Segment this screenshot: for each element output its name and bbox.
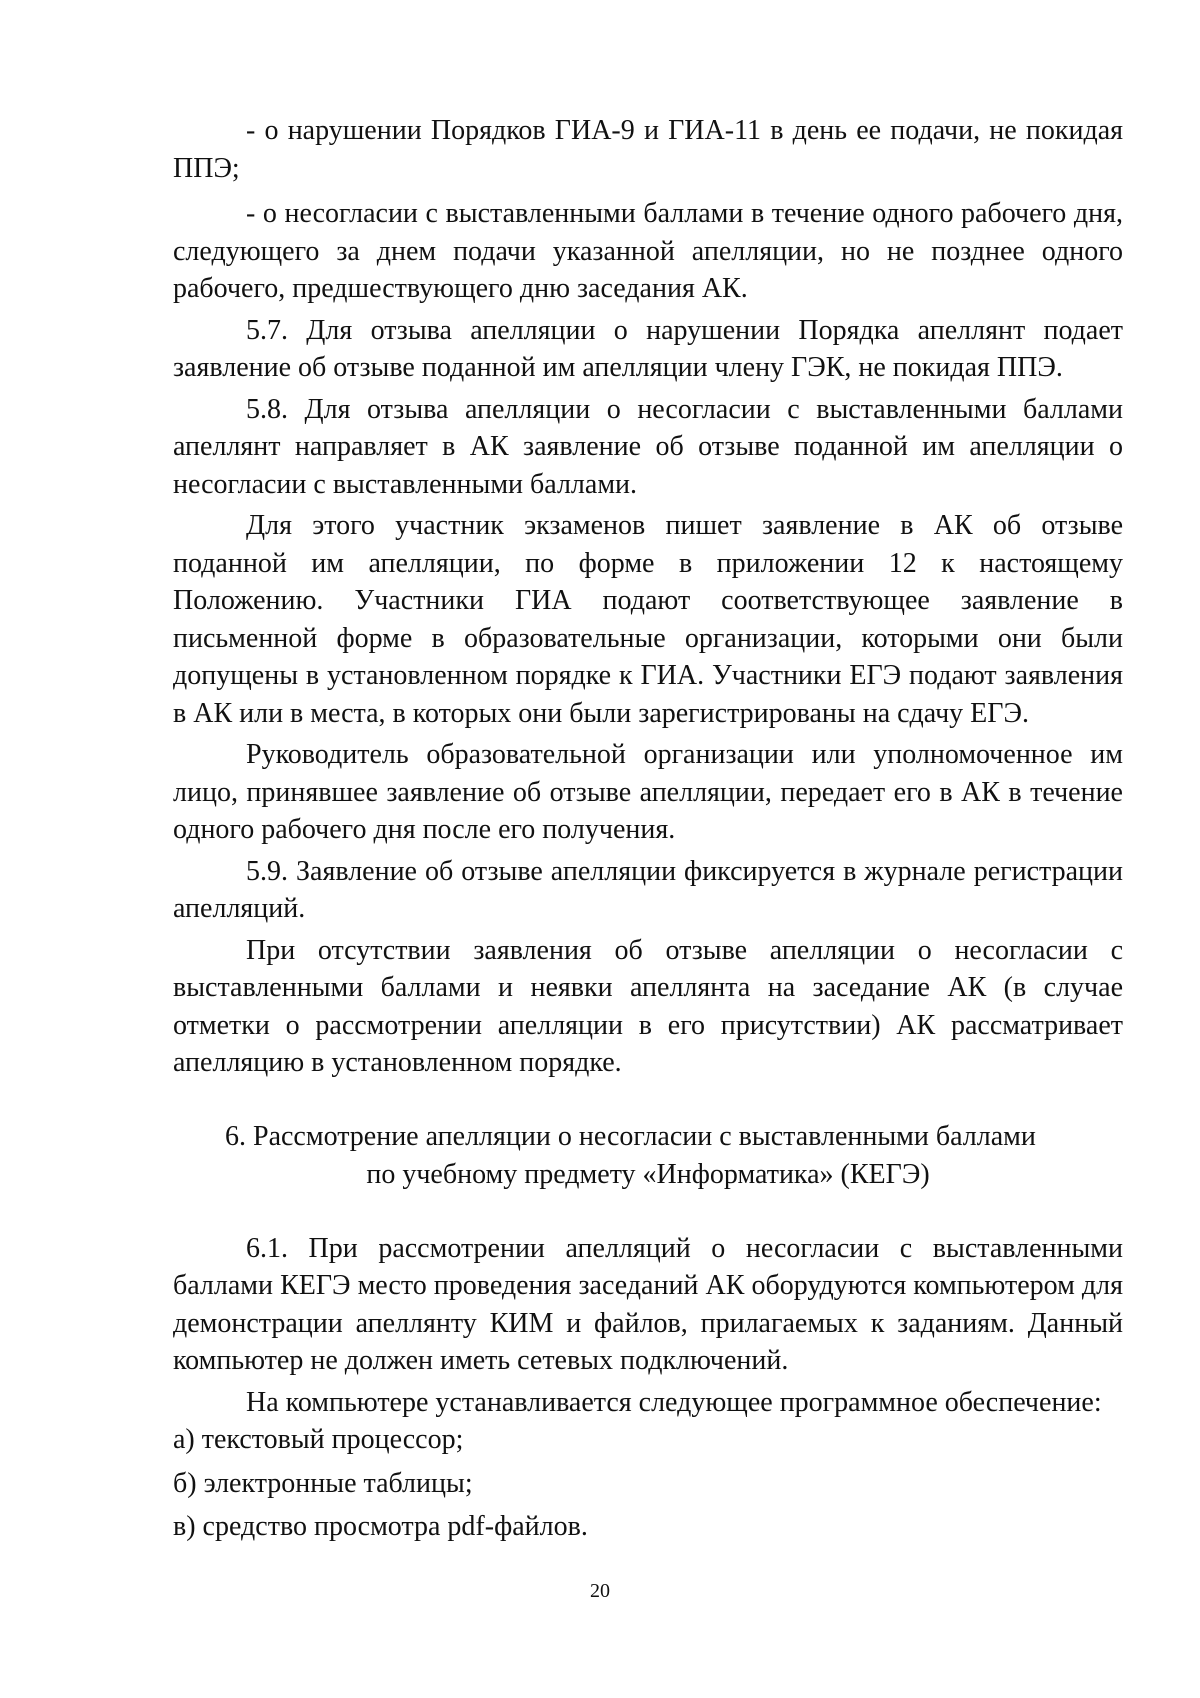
paragraph-disagreement: - о несогласии с выставленными баллами в течение одного рабочего дня, следующего за днем подачи указанной апелляции, но не позднее одного рабочего, предшествующего дню заседания АК.	[173, 198, 1123, 304]
paragraph-5-8: 5.8. Для отзыва апелляции о несогласии с выставленными баллами апеллянт направляет в АК заявление об отзыве поданной им апелляции о несогласии с выставленными баллами.	[173, 393, 1123, 500]
section-6-heading-line-2: по учебному предмету «Информатика» (КЕГЭ)	[366, 1158, 930, 1190]
document-page	[173, 112, 1123, 1546]
list-item-spreadsheets: б) электронные таблицы;	[173, 1467, 473, 1499]
section-6-heading-line-1: 6. Рассмотрение апелляции о несогласии с выставленными баллами	[225, 1120, 1036, 1152]
paragraph-6-1: 6.1. При рассмотрении апелляций о несогласии с выставленными баллами КЕГЭ место проведения заседаний АК оборудуются компьютером для демонстрации апеллянту КИМ и файлов, прилагаемых к заданиям. Данный компьютер не должен иметь сетевых подключений.	[173, 1232, 1123, 1376]
list-item-pdf-viewer: в) средство просмотра pdf-файлов.	[173, 1511, 588, 1542]
paragraph-head-of-organization: Руководитель образовательной организации или уполномоченное им лицо, принявшее заявление об отзыве апелляции, передает его в АК в течение одного рабочего дня после его получения.	[173, 739, 1123, 845]
section-6-heading	[173, 1118, 1123, 1194]
paragraph-5-7: 5.7. Для отзыва апелляции о нарушении Порядка апеллянт подает заявление об отзыве поданной им апелляции члену ГЭК, не покидая ППЭ.	[173, 314, 1123, 383]
paragraph-no-withdrawal: При отсутствии заявления об отзыве апелляции о несогласии с выставленными баллами и неявки апеллянта на заседание АК (в случае отметки о рассмотрении апелляции в его присутствии) АК рассматривает апелляцию в установленном порядке.	[173, 934, 1123, 1078]
paragraph-5-9: 5.9. Заявление об отзыве апелляции фиксируется в журнале регистрации апелляций.	[173, 855, 1123, 924]
paragraph-violation: - о нарушении Порядков ГИА-9 и ГИА-11 в день ее подачи, не покидая ППЭ;	[173, 115, 1123, 184]
list-item-text-processor: а) текстовый процессор;	[173, 1424, 464, 1455]
paragraph-software-intro: На компьютере устанавливается следующее программное обеспечение:	[246, 1386, 1102, 1418]
page-number: 20	[590, 1580, 610, 1602]
paragraph-participant-statement: Для этого участник экзаменов пишет заявление в АК об отзыве поданной им апелляции, по форме в приложении 12 к настоящему Положению. Участники ГИА подают соответствующее заявление в письменной форме в образовательные организации, которыми они были допущены в установленном порядке к ГИА. Участники ЕГЭ подают заявления в АК или в места, в которых они были зарегистрированы на сдачу ЕГЭ.	[173, 510, 1123, 729]
